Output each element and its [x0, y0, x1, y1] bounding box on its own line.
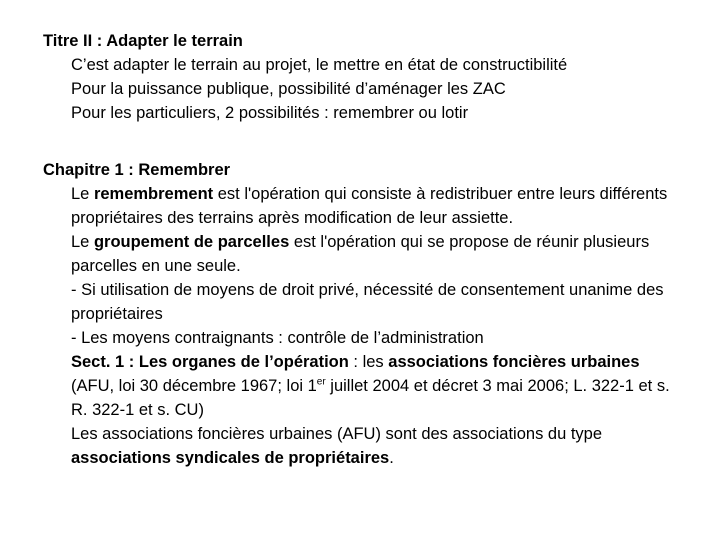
title-line-1: C’est adapter le terrain au projet, le mettre en état de constructibilité: [71, 56, 568, 74]
remembrement-term: remembrement: [93, 185, 214, 203]
afu-paragraph: [71, 422, 683, 470]
section-paragraph: [71, 350, 683, 422]
remembrement-pre: Le: [71, 185, 94, 203]
title-section: [43, 29, 683, 125]
section-ref-sup: er: [316, 376, 326, 388]
groupement-pre: Le: [71, 233, 94, 251]
chapter-heading: Chapitre 1 : Remembrer: [43, 161, 231, 179]
section-ref-post: juillet 2004 et décret 3 mai 2006; L. 322-1 et s. R. 322-1 et s. CU): [71, 377, 670, 419]
section-ref-pre: (AFU, loi 30 décembre 1967; loi 1: [71, 377, 317, 395]
title-line-2: Pour la puissance publique, possibilité d’aménager les ZAC: [71, 80, 506, 98]
chapter-section: [43, 158, 683, 470]
section-mid: : les: [348, 353, 389, 371]
groupement-paragraph: [71, 230, 683, 278]
section-term: associations foncières urbaines: [388, 353, 640, 371]
afu-term: associations syndicales de propriétaires: [71, 449, 390, 467]
remembrement-post: est l'opération qui consiste à redistribuer entre leurs différents propriétaires des terrains après modification de leur assiette.: [71, 185, 668, 227]
bullet-consentement: - Si utilisation de moyens de droit privé, nécessité de consentement unanime des propriétaires: [71, 281, 664, 323]
afu-pre: Les associations foncières urbaines (AFU) sont des associations du type: [71, 425, 603, 443]
section-label: Sect. 1 : Les organes de l’opération: [71, 353, 349, 371]
groupement-term: groupement de parcelles: [93, 233, 290, 251]
title-heading: Titre II : Adapter le terrain: [43, 32, 243, 50]
title-line-3: Pour les particuliers, 2 possibilités : remembrer ou lotir: [71, 104, 469, 122]
bullet-contraignants: - Les moyens contraignants : contrôle de l’administration: [71, 329, 484, 347]
remembrement-paragraph: [71, 182, 683, 230]
afu-post: .: [389, 449, 394, 467]
groupement-post: est l'opération qui se propose de réunir plusieurs parcelles en une seule.: [71, 233, 650, 275]
